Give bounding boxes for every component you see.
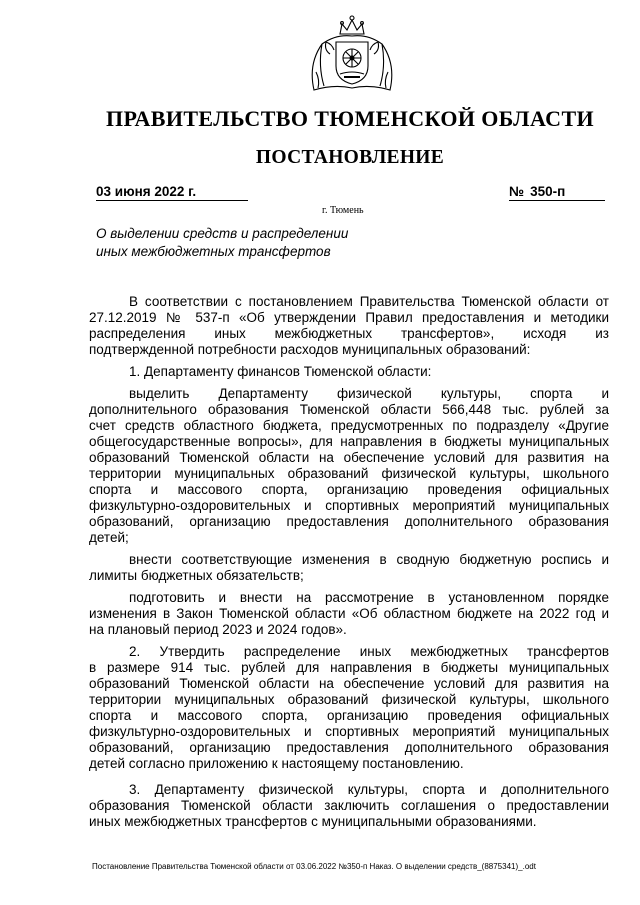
- text-line: детей согласно приложению к настоящему постановлению.: [89, 756, 464, 771]
- text-line: распределения иных межбюджетных трансфертов», исходя из: [89, 326, 609, 341]
- text-line: 3. Департаменту физической культуры, спорта и дополнительного: [129, 782, 609, 797]
- title-line: О выделении средств и распределении: [96, 226, 349, 241]
- text-line: спорта и массового спорта, организацию проведения официальных: [89, 708, 609, 723]
- text-line: лимиты бюджетных обязательств;: [89, 568, 304, 583]
- paragraph-amend-budget: [89, 552, 609, 584]
- text-line: в размере 914 тыс. рублей для направления в бюджеты муниципальных: [89, 660, 609, 675]
- text-line: изменения в Закон Тюменской области «Об областном бюджете на 2022 год и: [89, 606, 609, 621]
- number-sign: №: [509, 184, 525, 199]
- document-type: ПОСТАНОВЛЕНИЕ: [255, 147, 445, 168]
- paragraph-item-2: [89, 644, 609, 772]
- text-line: образований Тюменской области на обеспечение условий для развития на: [89, 676, 609, 691]
- text-line: территории муниципальных образований физической культуры, школьного: [89, 692, 609, 707]
- text-line: подготовить и внести на рассмотрение в установленном порядке: [129, 590, 609, 605]
- text-line: детей;: [89, 530, 129, 545]
- text-line: выделить Департаменту физической культуры, спорта и: [129, 386, 609, 401]
- text-line: на плановый период 2023 и 2024 годов».: [89, 622, 347, 637]
- text-line: дополнительного образования Тюменской области 566,448 тыс. рублей за: [89, 402, 609, 417]
- text-line: иных межбюджетных трансфертов с муниципальными образованиями.: [89, 814, 537, 829]
- text-line: образований Тюменской области на обеспечение условий для развития на: [89, 450, 609, 465]
- text-line: образований, организацию предоставления дополнительного образования: [89, 514, 609, 529]
- paragraph-allocate: [89, 386, 609, 546]
- footer-filename: Постановление Правительства Тюменской области от 03.06.2022 №350-п Наказ. О выделении средств_(8875341)_.odt: [92, 862, 536, 871]
- paragraph-preamble: [89, 294, 609, 358]
- paragraph-item-3: [89, 782, 609, 830]
- document-body: [89, 294, 609, 836]
- text-line: общегосударственные вопросы», для направления в бюджеты муниципальных: [89, 434, 609, 449]
- paragraph-prepare-law: [89, 590, 609, 638]
- text-line: 1. Департаменту финансов Тюменской области:: [129, 364, 432, 379]
- text-line: спорта и массового спорта, организацию проведения официальных: [89, 482, 609, 497]
- document-date: 03 июня 2022 г.: [96, 184, 248, 201]
- title-line: иных межбюджетных трансфертов: [96, 244, 331, 259]
- number-value: 350-п: [530, 184, 566, 199]
- text-line: счет средств областного бюджета, предусмотренных по подразделу «Другие: [89, 418, 609, 433]
- text-line: 2. Утвердить распределение иных межбюджетных трансфертов: [129, 644, 609, 659]
- text-line: образования Тюменской области заключить соглашения о предоставлении: [89, 798, 609, 813]
- text-line: территории муниципальных образований физической культуры, школьного: [89, 466, 609, 481]
- paragraph-item-1: [89, 364, 609, 380]
- text-line: образований, организацию предоставления дополнительного образования: [89, 740, 609, 755]
- document-number: [509, 184, 605, 201]
- organization-name: ПРАВИТЕЛЬСТВО ТЮМЕНСКОЙ ОБЛАСТИ: [105, 106, 595, 131]
- text-line: подтвержденной потребности расходов муниципальных образований:: [89, 342, 531, 357]
- coat-of-arms-icon: [300, 14, 404, 98]
- text-line: 27.12.2019 № 537-п «Об утверждении Правил предоставления и методики: [89, 310, 609, 325]
- document-title: [96, 225, 396, 261]
- text-line: физкультурно-оздоровительных и спортивных мероприятий муниципальных: [89, 724, 609, 739]
- text-line: физкультурно-оздоровительных и спортивных мероприятий муниципальных: [89, 498, 609, 513]
- text-line: В соответствии с постановлением Правительства Тюменской области от: [129, 294, 609, 309]
- text-line: внести соответствующие изменения в сводную бюджетную роспись и: [129, 552, 609, 567]
- city-label: г. Тюмень: [322, 205, 364, 216]
